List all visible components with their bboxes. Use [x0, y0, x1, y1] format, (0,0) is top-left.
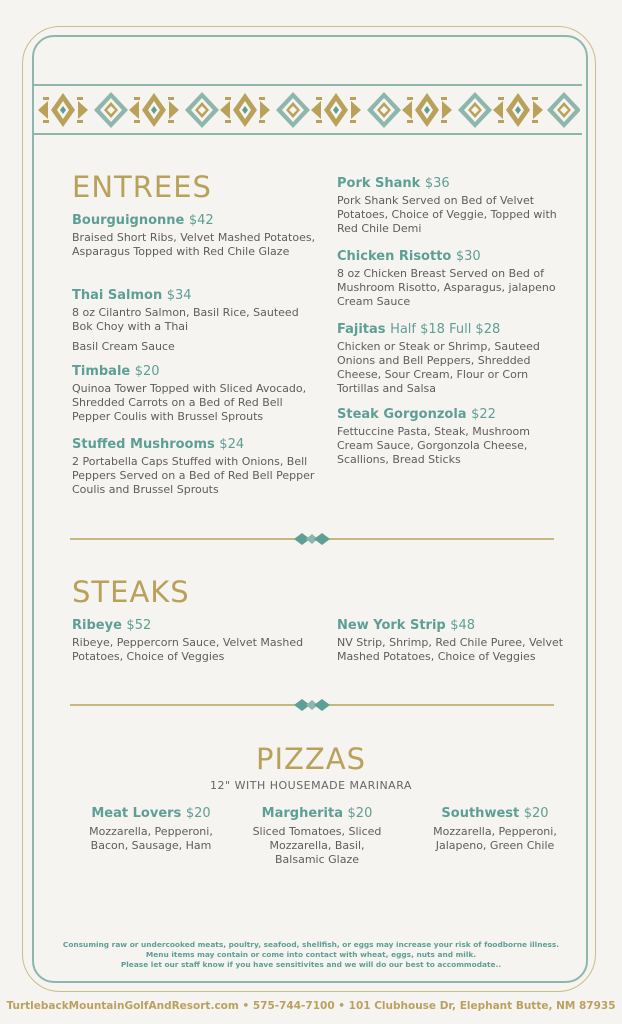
item-name: Bourguignonne [72, 213, 185, 228]
item-name: New York Strip [337, 618, 446, 633]
item-name: Margherita [261, 806, 343, 821]
item-price: $52 [126, 618, 152, 633]
disclaimer-line: Menu items may contain or come into contact with wheat, eggs, nuts and milk. [145, 950, 477, 959]
item-description: Braised Short Ribs, Velvet Mashed Potatoes, Asparagus Topped with Red Chile Glaze [72, 231, 316, 258]
item-name: Timbale [72, 364, 131, 379]
allergy-disclaimer [60, 940, 562, 970]
item-name: Southwest [441, 806, 520, 821]
entree-item-stuffed-mushrooms [72, 437, 322, 497]
entree-item-thai-salmon [72, 288, 322, 354]
item-description: Chicken or Steak or Shrimp, Sauteed Onions and Bell Peppers, Shredded Cheese, Sour Cream, Flour or Corn Tortillas and Salsa [337, 340, 540, 395]
item-price: $20 [134, 364, 160, 379]
item-description: Fettuccine Pasta, Steak, Mushroom Cream Sauce, Gorgonzola Cheese, Scallions, Bread Sticks [337, 425, 530, 466]
item-price: $22 [471, 407, 496, 422]
entree-item-fajitas [337, 322, 562, 396]
item-description: Ribeye, Peppercorn Sauce, Velvet Mashed Potatoes, Choice of Veggies [72, 636, 304, 663]
section-divider [70, 695, 554, 715]
item-description: Sliced Tomatoes, Sliced Mozzarella, Basil, Balsamic Glaze [252, 825, 382, 866]
entree-item-pork-shank [337, 176, 562, 236]
disclaimer-line: Please let our staff know if you have sensitivites and we will do our best to accommodate.. [120, 960, 502, 969]
entree-item-steak-gorgonzola [337, 407, 562, 467]
steak-item-ribeye [72, 618, 322, 664]
item-price: $20 [185, 806, 211, 821]
item-name: Meat Lovers [91, 806, 182, 821]
entree-item-timbale [72, 364, 322, 424]
item-name: Thai Salmon [72, 288, 163, 303]
steaks-title: STEAKS [72, 575, 190, 609]
item-price: $36 [424, 176, 450, 191]
item-description: NV Strip, Shrimp, Red Chile Puree, Velvet Mashed Potatoes, Choice of Veggies [337, 636, 564, 663]
item-price: $20 [347, 806, 373, 821]
disclaimer-line: Consuming raw or undercooked meats, poultry, seafood, shellfish, or eggs may increase your risk of foodborne illness. [62, 940, 560, 949]
pattern-band-bottom-rule [34, 133, 582, 135]
item-description: 8 oz Cilantro Salmon, Basil Rice, Sauteed Bok Choy with a Thai [72, 306, 299, 333]
item-name: Pork Shank [337, 176, 421, 191]
item-price: $42 [188, 213, 214, 228]
item-price: $20 [523, 806, 549, 821]
item-description: Quinoa Tower Topped with Sliced Avocado, Shredded Carrots on a Bed of Red Bell Pepper Coulis with Brussel Sprouts [72, 382, 307, 423]
item-name: Steak Gorgonzola [337, 407, 467, 422]
item-description: 2 Portabella Caps Stuffed with Onions, Bell Peppers Served on a Bed of Red Bell Pepper Coulis and Brussel Sprouts [72, 455, 315, 496]
entree-item-bourguignonne [72, 213, 322, 259]
item-price: $30 [455, 249, 481, 264]
item-name: Stuffed Mushrooms [72, 437, 215, 452]
item-price: Half $18 Full $28 [390, 322, 501, 337]
item-description: Mozzarella, Pepperoni, Jalapeno, Green Chile [433, 825, 557, 852]
section-divider [70, 529, 554, 549]
steak-item-new-york-strip [337, 618, 567, 664]
item-description: 8 oz Chicken Breast Served on Bed of Mushroom Risotto, Asparagus, jalapeno Cream Sauce [337, 267, 556, 308]
item-name: Ribeye [72, 618, 122, 633]
item-name: Fajitas [337, 322, 386, 337]
entrees-title: ENTREES [72, 170, 212, 204]
item-price: $34 [166, 288, 192, 303]
pattern-band-top-rule [34, 84, 582, 86]
item-price: $48 [450, 618, 476, 633]
item-description: Pork Shank Served on Bed of Velvet Potatoes, Choice of Veggie, Topped with Red Chile Demi [337, 194, 557, 235]
pizzas-title: PIZZAS [255, 742, 367, 776]
entree-item-chicken-risotto [337, 249, 562, 309]
pizzas-subtitle: 12" WITH HOUSEMADE MARINARA [210, 779, 412, 792]
item-description: Mozzarella, Pepperoni, Bacon, Sausage, Ham [89, 825, 213, 852]
southwest-pattern-band [36, 89, 580, 131]
item-price: $24 [219, 437, 245, 452]
pizza-item-meat-lovers [56, 806, 246, 853]
footer-contact-info: TurtlebackMountainGolfAndResort.com • 575-744-7100 • 101 Clubhouse Dr, Elephant Butte, NM 87935 [6, 1000, 616, 1012]
item-description-continued: Basil Cream Sauce [72, 340, 175, 353]
pizza-item-margherita [222, 806, 412, 867]
item-name: Chicken Risotto [337, 249, 452, 264]
pizza-item-southwest [400, 806, 590, 853]
